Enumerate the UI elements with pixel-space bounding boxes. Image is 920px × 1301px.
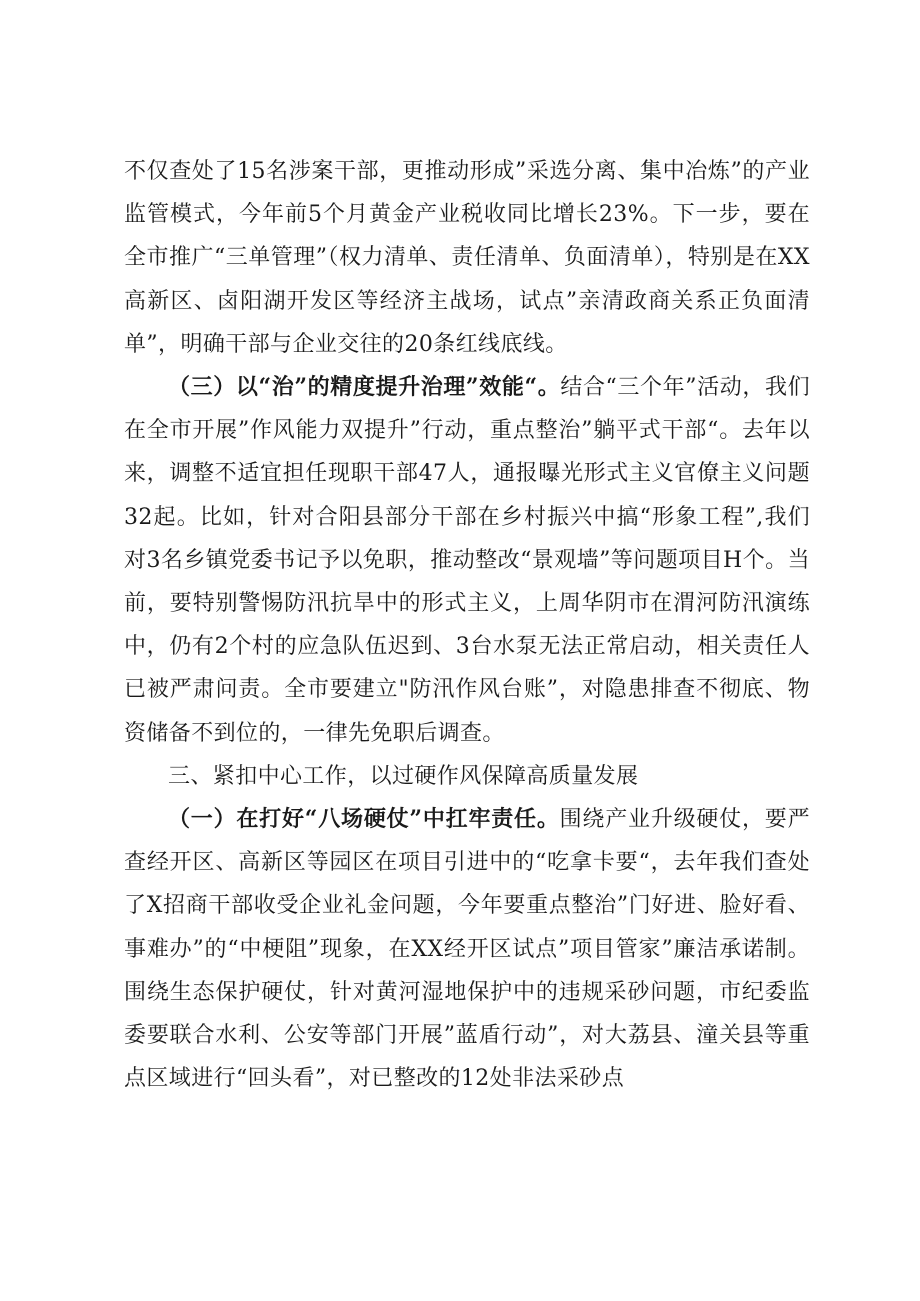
document-page [124,150,810,1100]
paragraph-text: 不仅查处了15名涉案干部，更推动形成”采选分离、集中冶炼”的产业监管模式，今年前5个月黄金产业税收同比增长23%。下一步，要在全市推广“三单管理”（权力清单、责任清单、负面清单），特别是在XX高新区、卤阳湖开发区等经济主战场，试点”亲清政商关系正负面清单”，明确干部与企业交往的20条红线底线。 [124,159,810,357]
section-heading: 三、紧扣中心工作，以过硬作风保障高质量发展 [168,763,639,789]
point-heading: （三）以“治”的精度提升治理”效能“。 [168,374,561,401]
paragraph-point-3 [124,366,810,755]
paragraph-continuation [124,150,810,366]
paragraph-point-1 [124,798,810,1100]
paragraph-text: 围绕产业升级硬仗，要严查经开区、高新区等园区在项目引进中的“吃拿卡要“，去年我们查处了X招商干部收受企业礼金问题，今年要重点整治”门好进、脸好看、事难办”的“中梗阻”现象，在XX经开区试点”项目管家”廉洁承诺制。围绕生态保护硬仗，针对黄河湿地保护中的违规采砂问题，市纪委监委要联合水利、公安等部门开展”蓝盾行动”，对大荔县、潼关县等重点区域进行“回头看”，对已整改的12处非法采砂点 [124,807,810,1092]
paragraph-text: 结合“三个年”活动，我们在全市开展”作风能力双提升”行动，重点整治”躺平式干部“。去年以来，调整不适宜担任现职干部47人，通报曝光形式主义官僚主义问题32起。比如，针对合阳县部分干部在乡村振兴中搞“形象工程”,我们对3名乡镇党委书记予以免职，推动整改“景观墙”等问题项目H个。当前，要特别警惕防汛抗旱中的形式主义，上周华阴市在渭河防汛演练中，仍有2个村的应急队伍迟到、3台水泵无法正常启动，相关责任人已被严肃问责。全市要建立"防汛作风台账”，对隐患排查不彻底、物资储备不到位的，一律先免职后调查。 [124,375,811,746]
point-heading: （一）在打好“八场硬仗”中扛牢责任。 [168,806,560,833]
